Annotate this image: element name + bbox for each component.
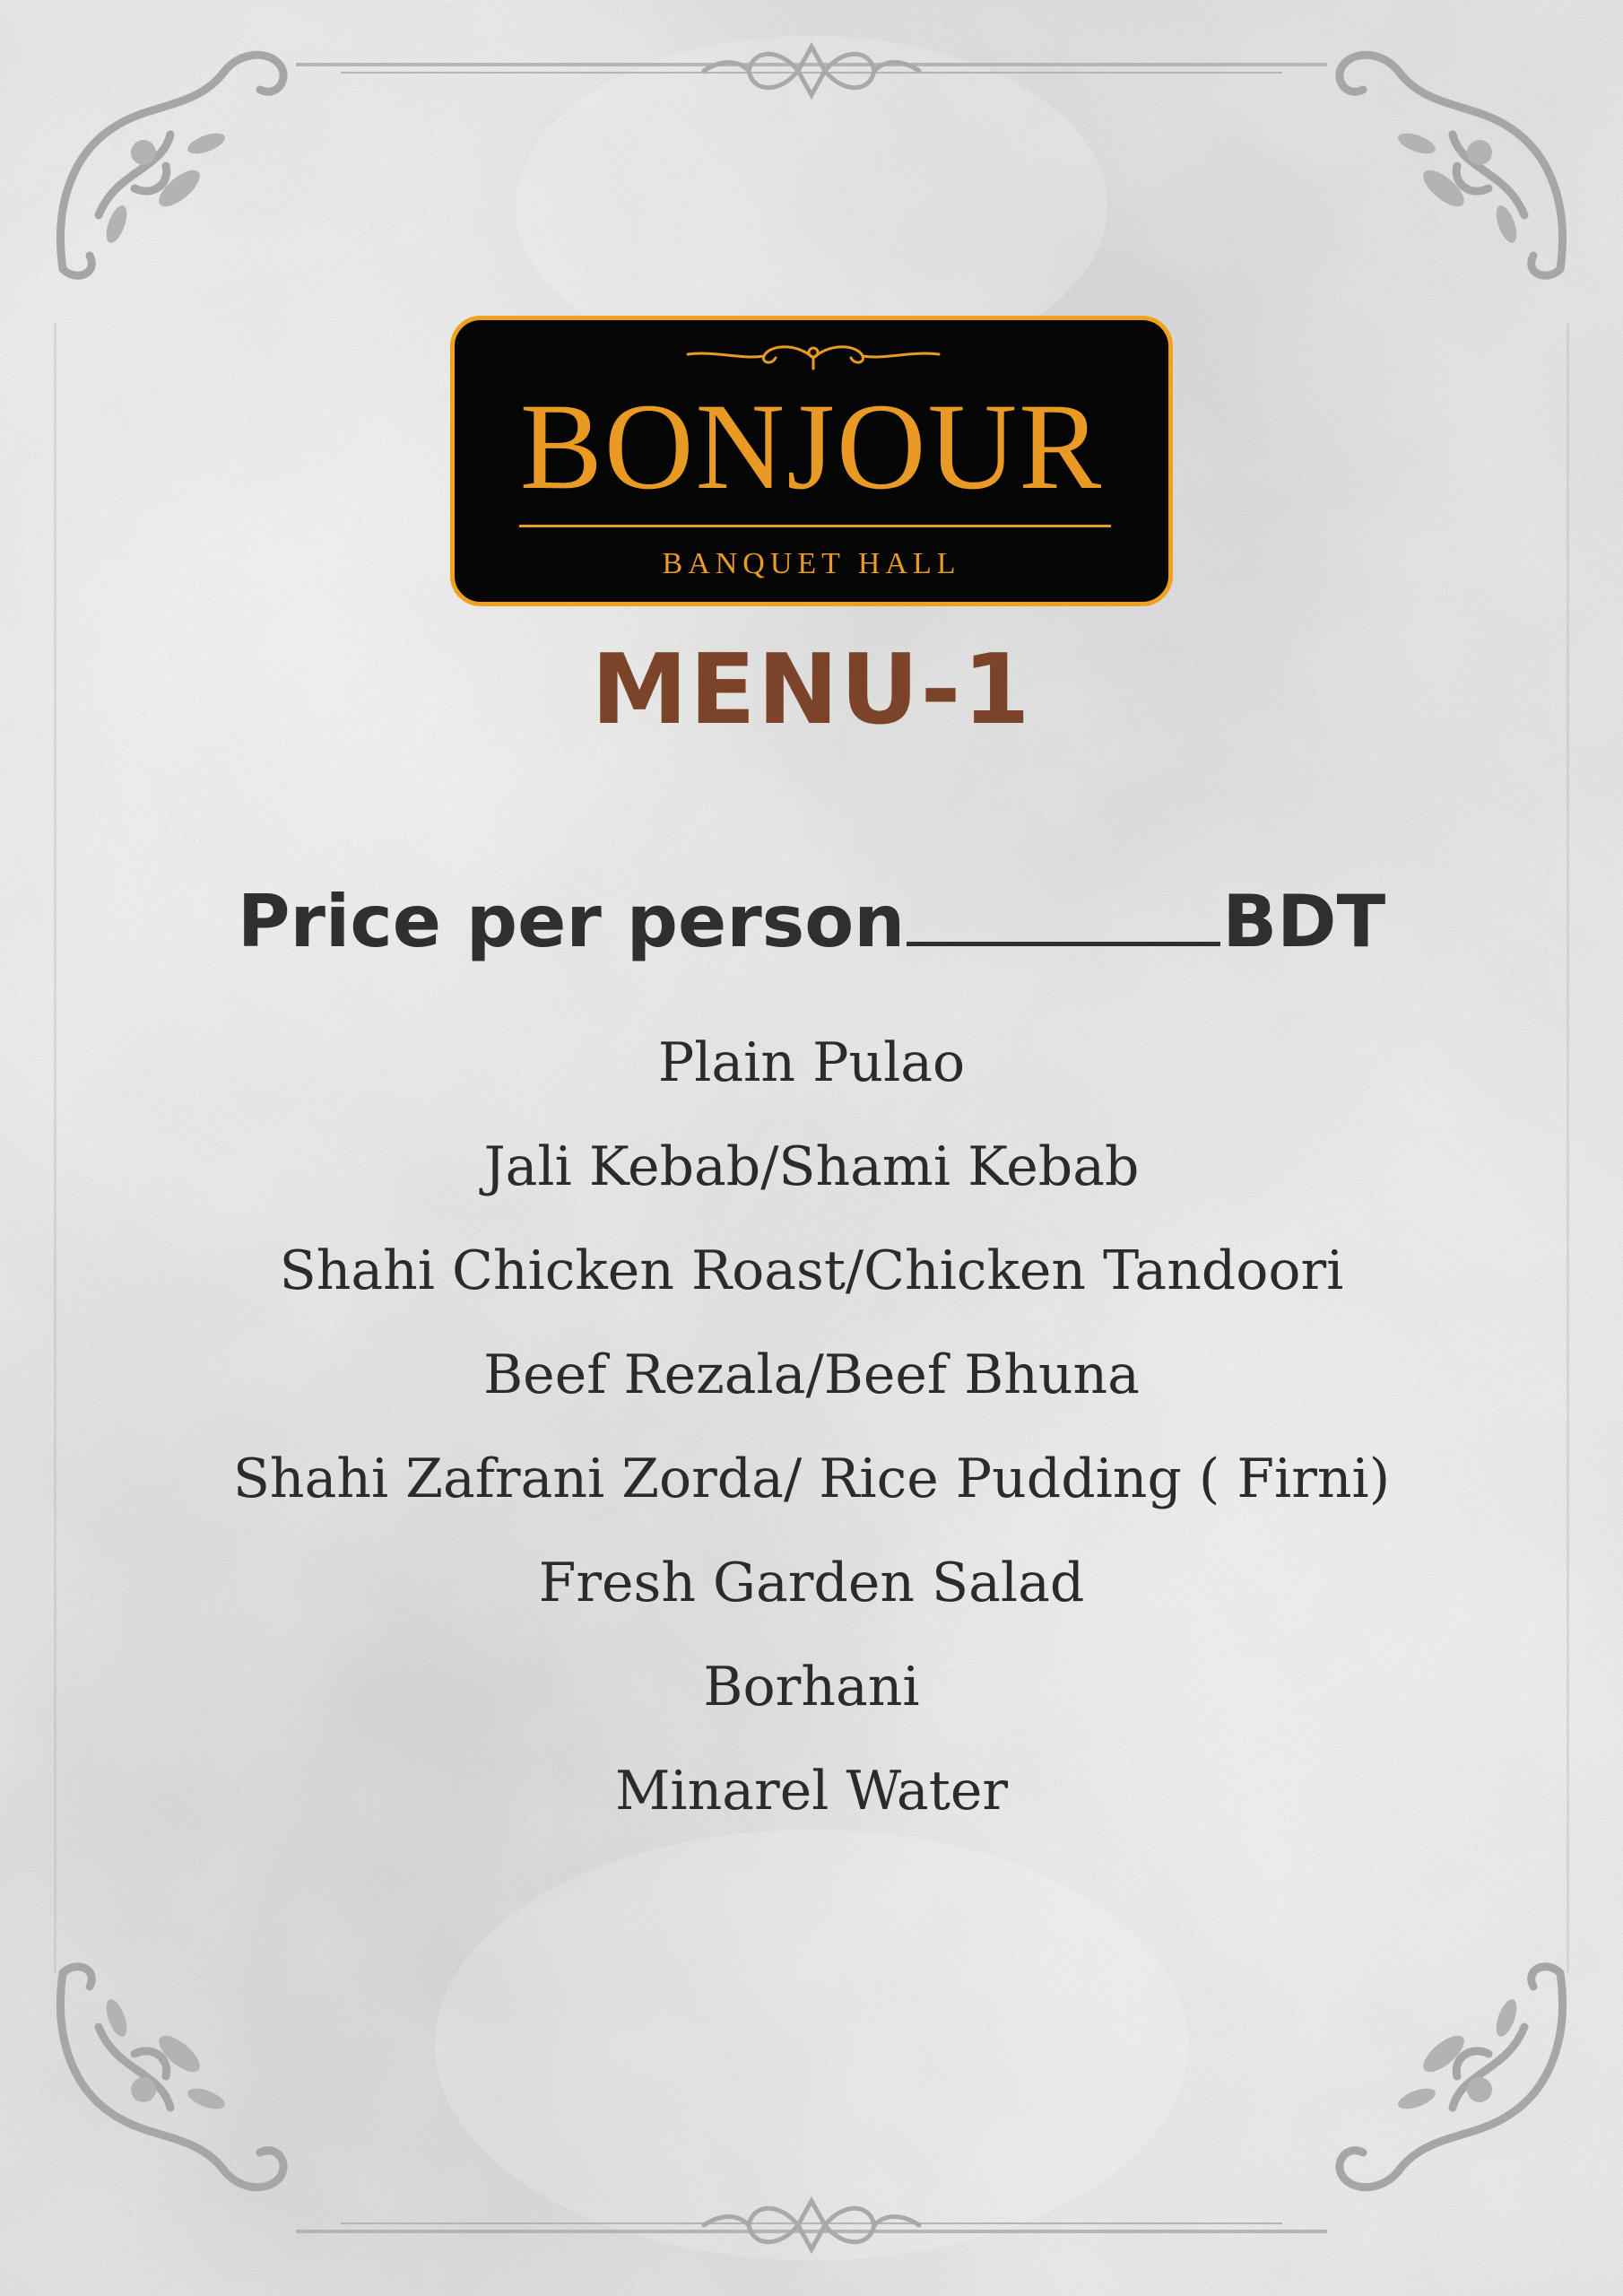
menu-item: Plain Pulao [657, 1031, 966, 1094]
price-blank [907, 879, 1220, 946]
corner-ornament-bottom-right [1327, 1955, 1578, 2206]
menu-item: Beef Rezala/Beef Bhuna [483, 1344, 1140, 1406]
price-per-person-line [0, 877, 1623, 967]
menu-item: Minarel Water [614, 1760, 1009, 1822]
logo-flourish-icon [679, 333, 948, 378]
corner-ornament-top-right [1327, 36, 1578, 287]
top-center-ornament [699, 39, 924, 102]
price-currency: BDT [1222, 880, 1386, 963]
menu-item: Shahi Zafrani Zorda/ Rice Pudding ( Firni) [232, 1448, 1391, 1510]
menu-item: Jali Kebab/Shami Kebab [483, 1135, 1140, 1198]
corner-ornament-bottom-left [45, 1955, 296, 2206]
logo-name: BONJOUR [519, 378, 1104, 515]
menu-title: MENU-1 [591, 634, 1032, 746]
bottom-center-ornament [699, 2194, 924, 2257]
menu-item: Shahi Chicken Roast/Chicken Tandoori [279, 1239, 1344, 1302]
logo-rule [519, 525, 1111, 527]
bonjour-logo [450, 316, 1173, 606]
corner-ornament-top-left [45, 36, 296, 287]
menu-items-list [0, 1027, 1623, 1859]
menu-item: Borhani [703, 1656, 920, 1718]
logo-subtitle: BANQUET HALL [662, 547, 961, 580]
price-label: Price per person [237, 880, 906, 963]
menu-item: Fresh Garden Salad [538, 1552, 1085, 1614]
